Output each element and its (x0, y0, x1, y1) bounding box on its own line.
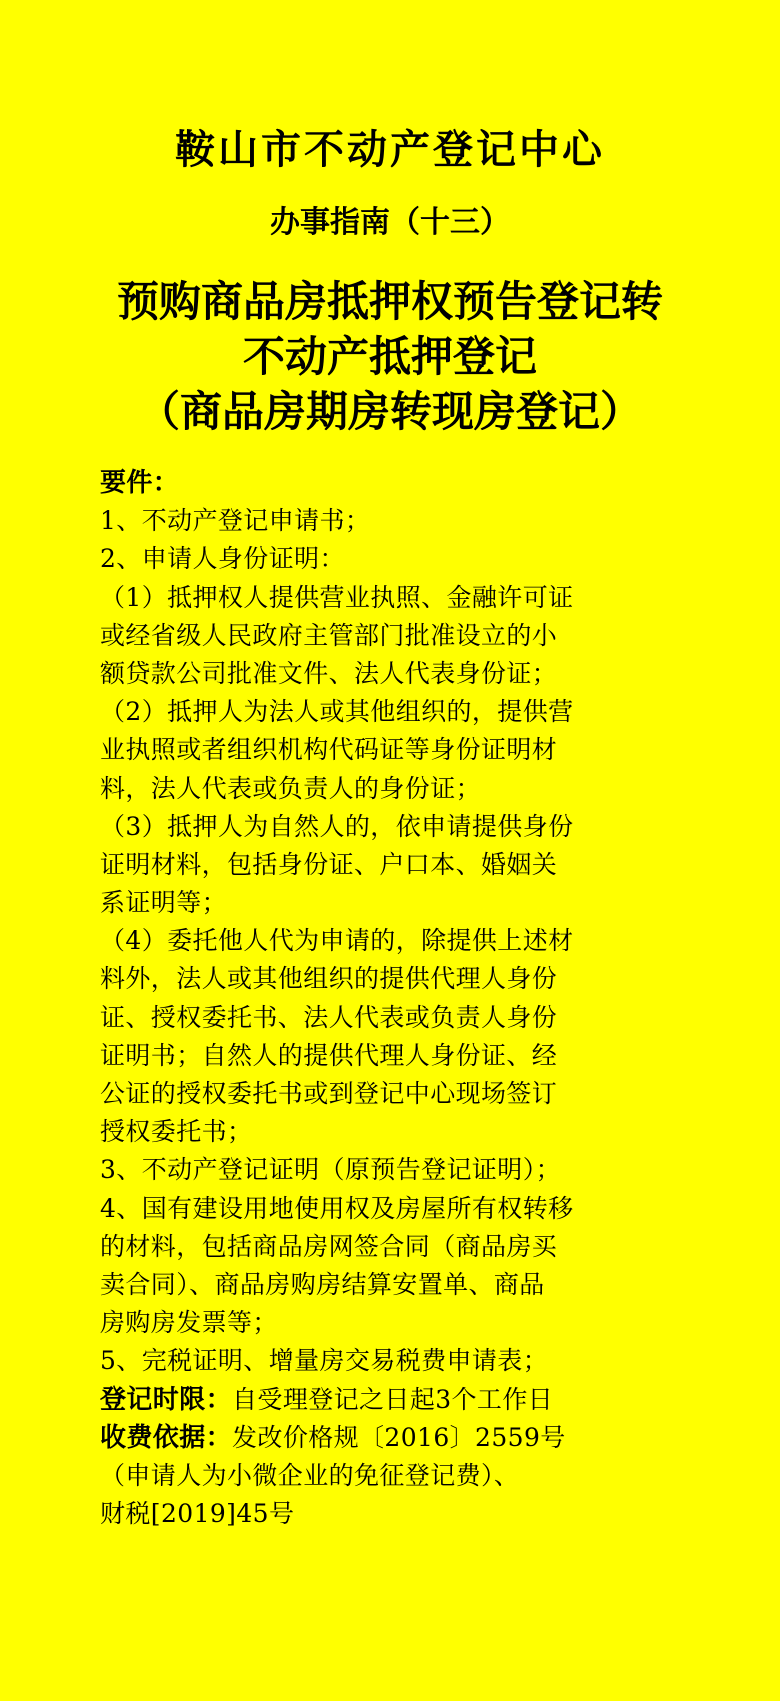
requirement-line: 房购房发票等； (100, 1308, 278, 1338)
time-limit-label: 登记时限： (100, 1384, 233, 1415)
requirement-line: 证、授权委托书、法人代表或负责人身份 (100, 1002, 558, 1032)
requirement-line: 料，法人代表或负责人的身份证； (100, 773, 482, 803)
requirement-line: 4、国有建设用地使用权及房屋所有权转移 (100, 1193, 574, 1223)
requirement-line: 证明材料，包括身份证、户口本、婚姻关 (100, 849, 558, 879)
fee-basis-line (100, 1419, 680, 1457)
requirement-line: （4）委托他人代为申请的，除提供上述材 (100, 926, 574, 956)
fee-basis-value: 发改价格规〔2016〕2559号 (232, 1422, 566, 1452)
requirement-line: 额贷款公司批准文件、法人代表身份证； (100, 658, 558, 688)
requirement-line: 卖合同）、商品房购房结算安置单、商品 (100, 1269, 545, 1299)
guide-title: 办事指南（十三） (270, 205, 510, 240)
fee-basis-label: 收费依据： (100, 1422, 233, 1453)
fee-basis-continuation: （申请人为小微企业的免征登记费）、 (100, 1460, 520, 1490)
requirement-line: 证明书；自然人的提供代理人身份证、经 (100, 1040, 558, 1070)
org-title: 鞍山市不动产登记中心 (175, 126, 605, 173)
time-limit-value: 自受理登记之日起3个工作日 (232, 1384, 554, 1414)
fee-basis-continuation: 财税[2019]45号 (100, 1499, 295, 1529)
requirement-line: 的材料，包括商品房网签合同（商品房买 (100, 1231, 558, 1261)
main-title-line: 预购商品房抵押权预告登记转 (116, 277, 663, 326)
requirement-line: 授权委托书； (100, 1117, 253, 1147)
requirement-line: 公证的授权委托书或到登记中心现场签订 (100, 1079, 558, 1108)
requirements-label: 要件： (100, 468, 180, 498)
main-title-line: 不动产抵押登记 (242, 332, 537, 381)
requirement-line: 2、申请人身份证明： (100, 544, 345, 574)
requirement-line: 业执照或者组织机构代码证等身份证明材 (100, 735, 558, 765)
requirements-heading (100, 464, 680, 502)
requirement-line: 料外，法人或其他组织的提供代理人身份 (100, 964, 558, 994)
requirement-line: 1、不动产登记申请书； (100, 506, 371, 536)
requirement-line: （2）抵押人为法人或其他组织的，提供营 (100, 697, 574, 727)
guide-body (100, 464, 680, 1533)
requirement-line: 或经省级人民政府主管部门批准设立的小 (100, 620, 558, 650)
requirement-line: （1）抵押权人提供营业执照、金融许可证 (100, 582, 574, 612)
time-limit-line (100, 1381, 680, 1419)
requirement-line: 5、完税证明、增量房交易税费申请表； (100, 1346, 549, 1376)
requirement-line: 3、不动产登记证明（原预告登记证明）； (100, 1155, 562, 1185)
main-title-line: （商品房期房转现房登记） (137, 387, 642, 436)
requirement-line: （3）抵押人为自然人的，依申请提供身份 (100, 811, 574, 841)
requirement-line: 系证明等； (100, 888, 228, 918)
